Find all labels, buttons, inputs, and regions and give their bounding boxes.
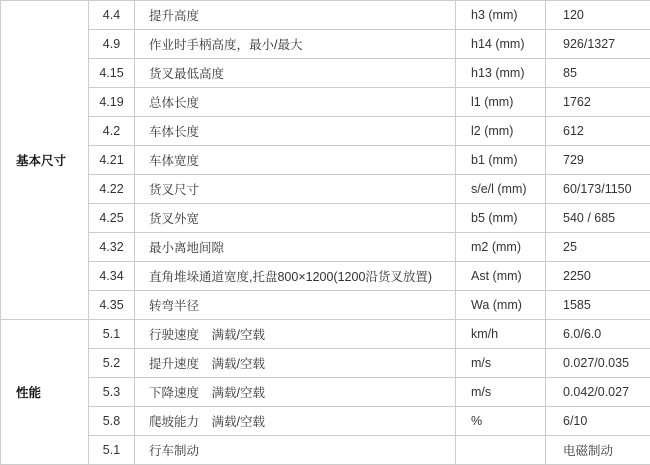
description-cell: 货叉最低高度 xyxy=(135,59,456,88)
unit-symbol-cell: m/s xyxy=(456,349,546,378)
value-cell: 电磁制动 xyxy=(546,436,650,465)
item-number-cell: 4.21 xyxy=(89,146,135,175)
item-number-cell: 4.15 xyxy=(89,59,135,88)
value-cell: 0.027/0.035 xyxy=(546,349,650,378)
description-cell: 车体宽度 xyxy=(135,146,456,175)
item-number-cell: 4.2 xyxy=(89,117,135,146)
item-number-cell: 5.1 xyxy=(89,436,135,465)
value-cell: 926/1327 xyxy=(546,30,650,59)
unit-symbol-cell: s/e/l (mm) xyxy=(456,175,546,204)
unit-symbol-cell: Ast (mm) xyxy=(456,262,546,291)
description-cell: 总体长度 xyxy=(135,88,456,117)
category-cell: 性能 xyxy=(1,320,89,465)
table-row xyxy=(1,262,650,291)
description-cell: 作业时手柄高度，最小/最大 xyxy=(135,30,456,59)
description-cell: 行驶速度 满载/空载 xyxy=(135,320,456,349)
value-cell: 6/10 xyxy=(546,407,650,436)
unit-symbol-cell: h3 (mm) xyxy=(456,1,546,30)
unit-symbol-cell: Wa (mm) xyxy=(456,291,546,320)
spec-table-body xyxy=(1,1,650,465)
unit-symbol-cell: l1 (mm) xyxy=(456,88,546,117)
table-row xyxy=(1,59,650,88)
item-number-cell: 5.1 xyxy=(89,320,135,349)
value-cell: 6.0/6.0 xyxy=(546,320,650,349)
unit-symbol-cell: b5 (mm) xyxy=(456,204,546,233)
value-cell: 85 xyxy=(546,59,650,88)
description-cell: 直角堆垛通道宽度,托盘800×1200(1200沿货叉放置) xyxy=(135,262,456,291)
item-number-cell: 4.22 xyxy=(89,175,135,204)
description-cell: 货叉尺寸 xyxy=(135,175,456,204)
item-number-cell: 4.35 xyxy=(89,291,135,320)
value-cell: 540 / 685 xyxy=(546,204,650,233)
item-number-cell: 4.34 xyxy=(89,262,135,291)
item-number-cell: 4.32 xyxy=(89,233,135,262)
unit-symbol-cell: m/s xyxy=(456,378,546,407)
unit-symbol-cell: b1 (mm) xyxy=(456,146,546,175)
table-row xyxy=(1,175,650,204)
unit-symbol-cell: m2 (mm) xyxy=(456,233,546,262)
table-row xyxy=(1,146,650,175)
table-row xyxy=(1,378,650,407)
table-row xyxy=(1,291,650,320)
table-row xyxy=(1,436,650,465)
value-cell: 60/173/1150 xyxy=(546,175,650,204)
table-row xyxy=(1,117,650,146)
table-row xyxy=(1,320,650,349)
value-cell: 0.042/0.027 xyxy=(546,378,650,407)
description-cell: 货叉外宽 xyxy=(135,204,456,233)
unit-symbol-cell: h13 (mm) xyxy=(456,59,546,88)
description-cell: 提升高度 xyxy=(135,1,456,30)
item-number-cell: 4.25 xyxy=(89,204,135,233)
value-cell: 120 xyxy=(546,1,650,30)
value-cell: 612 xyxy=(546,117,650,146)
table-row xyxy=(1,349,650,378)
unit-symbol-cell: km/h xyxy=(456,320,546,349)
description-cell: 行车制动 xyxy=(135,436,456,465)
unit-symbol-cell: % xyxy=(456,407,546,436)
table-row xyxy=(1,233,650,262)
unit-symbol-cell xyxy=(456,436,546,465)
unit-symbol-cell: l2 (mm) xyxy=(456,117,546,146)
item-number-cell: 4.19 xyxy=(89,88,135,117)
description-cell: 车体长度 xyxy=(135,117,456,146)
value-cell: 1762 xyxy=(546,88,650,117)
description-cell: 转弯半径 xyxy=(135,291,456,320)
item-number-cell: 5.8 xyxy=(89,407,135,436)
value-cell: 1585 xyxy=(546,291,650,320)
item-number-cell: 5.2 xyxy=(89,349,135,378)
value-cell: 729 xyxy=(546,146,650,175)
table-row xyxy=(1,204,650,233)
table-row xyxy=(1,407,650,436)
value-cell: 25 xyxy=(546,233,650,262)
description-cell: 提升速度 满载/空载 xyxy=(135,349,456,378)
description-cell: 最小离地间隙 xyxy=(135,233,456,262)
item-number-cell: 5.3 xyxy=(89,378,135,407)
description-cell: 下降速度 满载/空载 xyxy=(135,378,456,407)
description-cell: 爬坡能力 满载/空载 xyxy=(135,407,456,436)
item-number-cell: 4.4 xyxy=(89,1,135,30)
table-row xyxy=(1,88,650,117)
table-row xyxy=(1,1,650,30)
value-cell: 2250 xyxy=(546,262,650,291)
item-number-cell: 4.9 xyxy=(89,30,135,59)
category-cell: 基本尺寸 xyxy=(1,1,89,320)
table-row xyxy=(1,30,650,59)
unit-symbol-cell: h14 (mm) xyxy=(456,30,546,59)
